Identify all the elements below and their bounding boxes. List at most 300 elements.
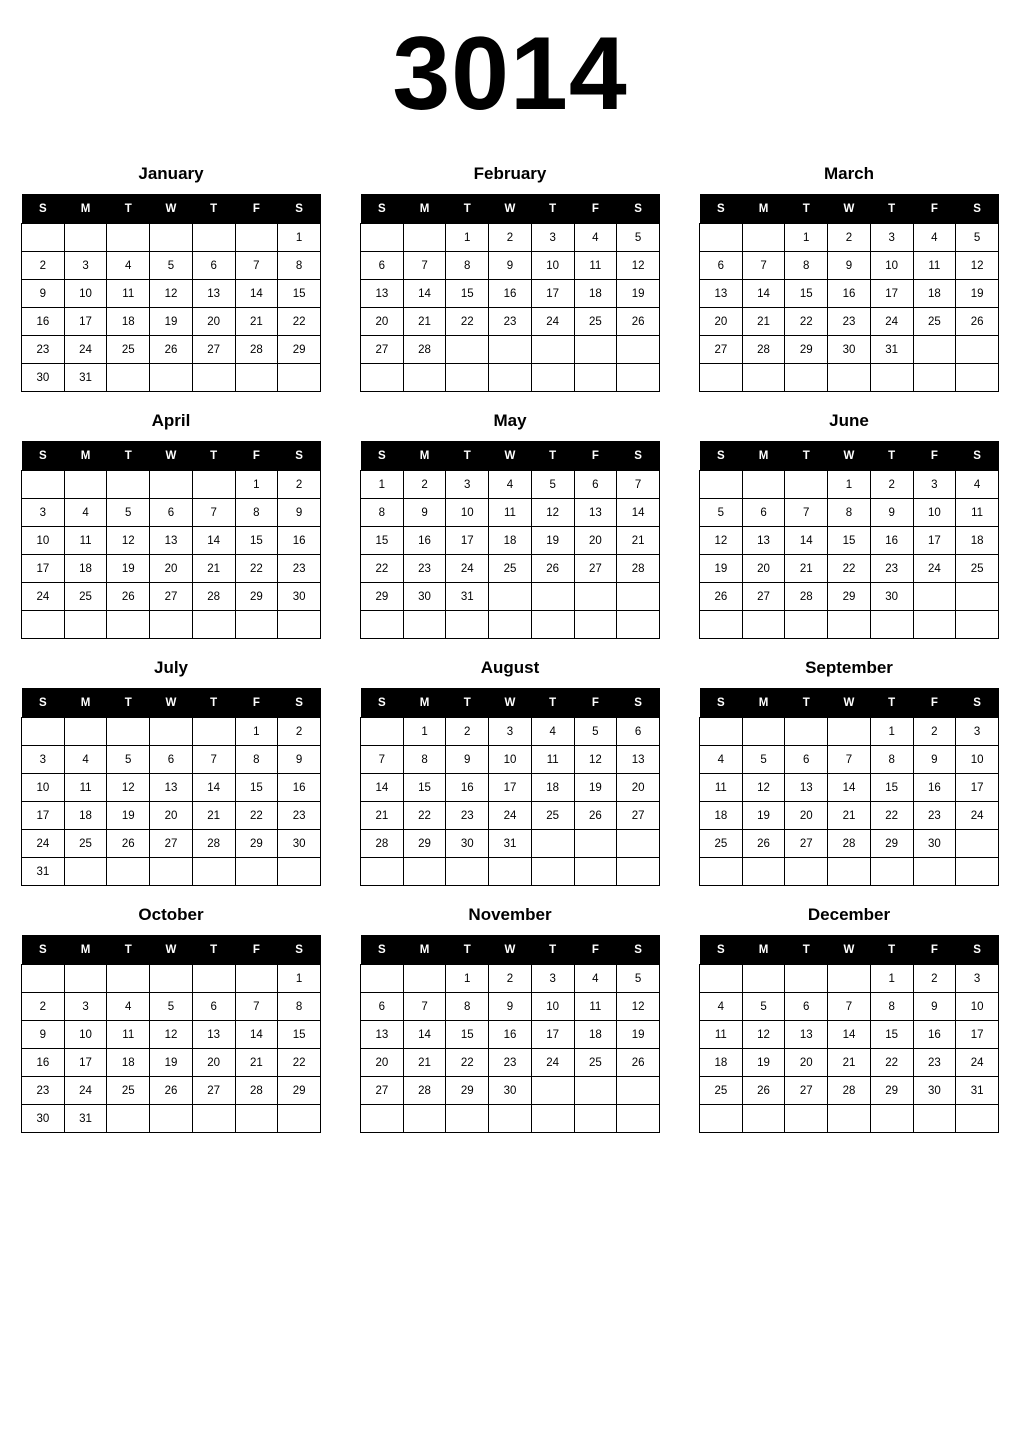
day-cell: 9	[489, 993, 532, 1021]
month-name: May	[493, 411, 527, 430]
day-cell: 24	[22, 583, 65, 611]
day-cell: 4	[489, 471, 532, 499]
week-row	[361, 471, 660, 499]
day-cell-empty	[956, 336, 999, 364]
weekday-header-cell: W	[489, 935, 532, 965]
weekday-header-cell: S	[617, 688, 660, 718]
week-row	[361, 858, 660, 886]
day-cell-empty	[617, 364, 660, 392]
day-cell: 8	[235, 746, 278, 774]
weekday-header-cell: M	[742, 441, 785, 471]
day-cell-empty	[22, 965, 65, 993]
day-cell: 8	[870, 746, 913, 774]
weekday-header-cell: W	[828, 194, 871, 224]
day-cell: 20	[150, 802, 193, 830]
day-cell: 19	[742, 802, 785, 830]
week-row	[361, 252, 660, 280]
weekday-header-cell: W	[150, 688, 193, 718]
weekday-header-cell: T	[870, 194, 913, 224]
day-cell-empty	[64, 858, 107, 886]
day-cell: 24	[531, 1049, 574, 1077]
day-cell: 9	[403, 499, 446, 527]
day-cell: 25	[574, 308, 617, 336]
day-cell: 5	[617, 965, 660, 993]
day-cell-empty	[617, 611, 660, 639]
weekday-header-cell: F	[913, 194, 956, 224]
day-cell: 21	[235, 308, 278, 336]
weekday-header-row	[22, 441, 321, 471]
day-cell: 22	[870, 802, 913, 830]
month-name: October	[138, 905, 204, 924]
month-table	[360, 441, 660, 639]
week-row	[22, 555, 321, 583]
weekday-header-cell: S	[361, 688, 404, 718]
day-cell: 31	[870, 336, 913, 364]
day-cell: 18	[531, 774, 574, 802]
day-cell: 18	[107, 308, 150, 336]
day-cell: 25	[700, 830, 743, 858]
weekday-header-cell: W	[150, 441, 193, 471]
day-cell: 28	[828, 1077, 871, 1105]
day-cell: 11	[489, 499, 532, 527]
weekday-header-cell: W	[828, 441, 871, 471]
week-row	[361, 611, 660, 639]
day-cell-empty	[956, 583, 999, 611]
week-row	[22, 611, 321, 639]
weekday-header-cell: S	[22, 935, 65, 965]
week-row	[361, 1105, 660, 1133]
day-cell-empty	[22, 718, 65, 746]
day-cell: 23	[22, 336, 65, 364]
day-cell: 31	[446, 583, 489, 611]
day-cell-empty	[617, 336, 660, 364]
weekday-header-row	[22, 935, 321, 965]
day-cell: 5	[150, 252, 193, 280]
day-cell: 7	[617, 471, 660, 499]
day-cell: 21	[403, 1049, 446, 1077]
day-cell: 24	[64, 1077, 107, 1105]
day-cell: 27	[150, 830, 193, 858]
day-cell: 26	[150, 336, 193, 364]
day-cell: 20	[785, 802, 828, 830]
day-cell: 27	[150, 583, 193, 611]
day-cell-empty	[403, 224, 446, 252]
week-row	[22, 1077, 321, 1105]
day-cell: 4	[956, 471, 999, 499]
day-cell: 20	[192, 308, 235, 336]
day-cell-empty	[361, 611, 404, 639]
day-cell: 19	[617, 1021, 660, 1049]
day-cell: 6	[361, 993, 404, 1021]
day-cell: 14	[235, 1021, 278, 1049]
day-cell: 20	[700, 308, 743, 336]
day-cell: 24	[489, 802, 532, 830]
day-cell: 18	[107, 1049, 150, 1077]
day-cell-empty	[742, 965, 785, 993]
week-row	[22, 830, 321, 858]
day-cell-empty	[913, 1105, 956, 1133]
day-cell: 7	[235, 993, 278, 1021]
day-cell-empty	[574, 830, 617, 858]
day-cell: 1	[403, 718, 446, 746]
day-cell: 26	[956, 308, 999, 336]
day-cell-empty	[742, 471, 785, 499]
day-cell-empty	[150, 1105, 193, 1133]
month-name: January	[138, 164, 204, 183]
day-cell: 14	[617, 499, 660, 527]
day-cell: 29	[403, 830, 446, 858]
week-row	[700, 830, 999, 858]
day-cell: 10	[870, 252, 913, 280]
weekday-header-cell: W	[150, 194, 193, 224]
day-cell: 26	[531, 555, 574, 583]
day-cell: 22	[828, 555, 871, 583]
day-cell: 6	[192, 252, 235, 280]
day-cell: 15	[278, 280, 321, 308]
month-block	[21, 650, 321, 897]
day-cell-empty	[617, 583, 660, 611]
day-cell: 16	[870, 527, 913, 555]
day-cell: 9	[913, 993, 956, 1021]
month-block	[21, 403, 321, 650]
weekday-header-cell: F	[235, 441, 278, 471]
weekday-header-cell: T	[446, 935, 489, 965]
weekday-header-cell: M	[64, 194, 107, 224]
day-cell: 12	[956, 252, 999, 280]
day-cell: 20	[742, 555, 785, 583]
day-cell: 7	[192, 746, 235, 774]
weekday-header-cell: M	[742, 194, 785, 224]
day-cell-empty	[913, 336, 956, 364]
day-cell-empty	[785, 611, 828, 639]
week-row	[22, 252, 321, 280]
day-cell: 18	[64, 555, 107, 583]
day-cell: 31	[22, 858, 65, 886]
day-cell: 21	[192, 555, 235, 583]
month-block	[699, 156, 999, 403]
week-row	[700, 336, 999, 364]
day-cell: 6	[150, 499, 193, 527]
day-cell: 3	[489, 718, 532, 746]
day-cell: 12	[574, 746, 617, 774]
day-cell-empty	[574, 858, 617, 886]
page-title: 3014	[392, 16, 628, 132]
day-cell: 29	[828, 583, 871, 611]
day-cell: 1	[828, 471, 871, 499]
day-cell: 27	[785, 830, 828, 858]
day-cell: 20	[361, 308, 404, 336]
day-cell-empty	[700, 611, 743, 639]
day-cell: 23	[403, 555, 446, 583]
day-cell: 30	[278, 583, 321, 611]
day-cell: 28	[403, 1077, 446, 1105]
day-cell-empty	[22, 471, 65, 499]
day-cell: 27	[192, 336, 235, 364]
day-cell: 13	[785, 1021, 828, 1049]
weekday-header-row	[361, 688, 660, 718]
day-cell: 23	[489, 308, 532, 336]
day-cell: 30	[403, 583, 446, 611]
week-row	[700, 471, 999, 499]
week-row	[361, 364, 660, 392]
day-cell-empty	[489, 364, 532, 392]
day-cell: 25	[531, 802, 574, 830]
day-cell: 11	[574, 252, 617, 280]
day-cell: 26	[742, 830, 785, 858]
day-cell: 23	[870, 555, 913, 583]
day-cell: 7	[785, 499, 828, 527]
day-cell-empty	[278, 1105, 321, 1133]
day-cell-empty	[446, 336, 489, 364]
week-row	[700, 1105, 999, 1133]
day-cell-empty	[150, 471, 193, 499]
day-cell: 29	[361, 583, 404, 611]
day-cell: 29	[785, 336, 828, 364]
day-cell-empty	[64, 965, 107, 993]
weekday-header-row	[22, 194, 321, 224]
day-cell: 9	[913, 746, 956, 774]
week-row	[22, 1105, 321, 1133]
day-cell: 14	[403, 1021, 446, 1049]
day-cell: 8	[446, 993, 489, 1021]
day-cell: 3	[531, 965, 574, 993]
weekday-header-cell: W	[150, 935, 193, 965]
calendar-grid	[0, 156, 1020, 1144]
day-cell: 30	[489, 1077, 532, 1105]
day-cell: 19	[700, 555, 743, 583]
weekday-header-cell: F	[235, 688, 278, 718]
day-cell: 11	[700, 1021, 743, 1049]
day-cell: 28	[235, 336, 278, 364]
month-block	[699, 650, 999, 897]
day-cell-empty	[617, 858, 660, 886]
weekday-header-row	[361, 441, 660, 471]
weekday-header-cell: T	[446, 441, 489, 471]
day-cell: 2	[828, 224, 871, 252]
day-cell: 12	[617, 993, 660, 1021]
month-table	[21, 688, 321, 886]
day-cell: 21	[617, 527, 660, 555]
day-cell-empty	[446, 858, 489, 886]
weekday-header-cell: S	[278, 194, 321, 224]
week-row	[22, 774, 321, 802]
day-cell-empty	[192, 1105, 235, 1133]
day-cell-empty	[361, 718, 404, 746]
weekday-header-cell: S	[278, 935, 321, 965]
day-cell: 2	[913, 965, 956, 993]
day-cell: 12	[700, 527, 743, 555]
week-row	[700, 1021, 999, 1049]
weekday-header-cell: M	[64, 441, 107, 471]
month-block	[360, 156, 660, 403]
day-cell-empty	[870, 611, 913, 639]
week-row	[361, 336, 660, 364]
day-cell: 23	[278, 802, 321, 830]
day-cell: 5	[700, 499, 743, 527]
day-cell: 1	[446, 224, 489, 252]
day-cell: 24	[956, 802, 999, 830]
day-cell-empty	[107, 611, 150, 639]
day-cell-empty	[617, 1077, 660, 1105]
day-cell: 13	[192, 280, 235, 308]
month-block	[360, 403, 660, 650]
day-cell: 1	[235, 718, 278, 746]
day-cell: 10	[22, 527, 65, 555]
day-cell: 1	[235, 471, 278, 499]
day-cell-empty	[489, 858, 532, 886]
day-cell: 5	[956, 224, 999, 252]
day-cell: 13	[361, 1021, 404, 1049]
week-row	[22, 364, 321, 392]
month-block	[360, 897, 660, 1144]
weekday-header-cell: T	[531, 935, 574, 965]
day-cell: 8	[446, 252, 489, 280]
day-cell: 30	[913, 830, 956, 858]
day-cell: 1	[361, 471, 404, 499]
day-cell: 4	[574, 224, 617, 252]
weekday-header-cell: S	[361, 935, 404, 965]
day-cell: 18	[489, 527, 532, 555]
day-cell: 21	[785, 555, 828, 583]
week-row	[700, 499, 999, 527]
day-cell: 10	[531, 993, 574, 1021]
month-name: July	[153, 658, 189, 677]
day-cell: 3	[446, 471, 489, 499]
week-row	[700, 252, 999, 280]
day-cell: 12	[531, 499, 574, 527]
week-row	[361, 774, 660, 802]
month-block	[360, 650, 660, 897]
day-cell: 16	[278, 774, 321, 802]
day-cell: 4	[64, 499, 107, 527]
weekday-header-cell: T	[192, 688, 235, 718]
weekday-header-cell: T	[870, 441, 913, 471]
day-cell: 15	[446, 1021, 489, 1049]
day-cell-empty	[403, 1105, 446, 1133]
day-cell: 14	[192, 774, 235, 802]
weekday-header-cell: F	[574, 194, 617, 224]
day-cell: 7	[828, 993, 871, 1021]
day-cell-empty	[107, 858, 150, 886]
day-cell: 16	[403, 527, 446, 555]
day-cell: 28	[785, 583, 828, 611]
weekday-header-cell: W	[489, 441, 532, 471]
weekday-header-cell: W	[489, 194, 532, 224]
weekday-header-cell: S	[956, 935, 999, 965]
week-row	[700, 746, 999, 774]
day-cell-empty	[107, 471, 150, 499]
day-cell: 12	[742, 774, 785, 802]
day-cell: 26	[107, 583, 150, 611]
day-cell: 13	[361, 280, 404, 308]
day-cell: 11	[956, 499, 999, 527]
day-cell: 14	[785, 527, 828, 555]
day-cell-empty	[361, 1105, 404, 1133]
week-row	[361, 746, 660, 774]
day-cell: 6	[742, 499, 785, 527]
day-cell: 30	[278, 830, 321, 858]
day-cell-empty	[489, 611, 532, 639]
day-cell: 17	[913, 527, 956, 555]
day-cell: 25	[913, 308, 956, 336]
day-cell-empty	[531, 1105, 574, 1133]
day-cell-empty	[235, 858, 278, 886]
month-block	[699, 897, 999, 1144]
day-cell: 19	[956, 280, 999, 308]
weekday-header-row	[361, 935, 660, 965]
month-name: August	[480, 658, 540, 677]
weekday-header-cell: S	[278, 441, 321, 471]
weekday-header-cell: S	[700, 441, 743, 471]
day-cell: 1	[278, 224, 321, 252]
week-row	[700, 718, 999, 746]
day-cell: 8	[785, 252, 828, 280]
weekday-header-cell: M	[403, 688, 446, 718]
day-cell: 9	[489, 252, 532, 280]
week-row	[22, 718, 321, 746]
day-cell-empty	[361, 858, 404, 886]
weekday-header-cell: F	[913, 935, 956, 965]
day-cell: 23	[22, 1077, 65, 1105]
day-cell: 9	[22, 1021, 65, 1049]
day-cell: 25	[64, 583, 107, 611]
day-cell-empty	[700, 364, 743, 392]
week-row	[22, 471, 321, 499]
day-cell: 25	[107, 336, 150, 364]
day-cell: 8	[870, 993, 913, 1021]
day-cell-empty	[617, 830, 660, 858]
weekday-header-row	[700, 194, 999, 224]
day-cell-empty	[700, 471, 743, 499]
week-row	[700, 364, 999, 392]
day-cell-empty	[107, 718, 150, 746]
day-cell: 8	[278, 252, 321, 280]
day-cell: 27	[361, 336, 404, 364]
day-cell: 14	[361, 774, 404, 802]
day-cell-empty	[785, 718, 828, 746]
week-row	[700, 993, 999, 1021]
day-cell-empty	[913, 611, 956, 639]
day-cell-empty	[870, 858, 913, 886]
day-cell: 24	[446, 555, 489, 583]
week-row	[22, 1021, 321, 1049]
day-cell-empty	[22, 611, 65, 639]
day-cell: 18	[913, 280, 956, 308]
day-cell-empty	[107, 965, 150, 993]
day-cell-empty	[956, 364, 999, 392]
day-cell: 6	[700, 252, 743, 280]
day-cell: 7	[403, 252, 446, 280]
month-name: February	[473, 164, 547, 183]
week-row	[700, 224, 999, 252]
day-cell-empty	[489, 583, 532, 611]
day-cell: 17	[64, 308, 107, 336]
day-cell-empty	[956, 611, 999, 639]
weekday-header-row	[700, 688, 999, 718]
day-cell: 19	[150, 1049, 193, 1077]
day-cell: 7	[403, 993, 446, 1021]
day-cell: 15	[870, 774, 913, 802]
day-cell: 30	[22, 1105, 65, 1133]
day-cell: 9	[22, 280, 65, 308]
day-cell: 3	[64, 252, 107, 280]
weekday-header-cell: T	[531, 688, 574, 718]
day-cell: 11	[913, 252, 956, 280]
day-cell-empty	[785, 471, 828, 499]
week-row	[361, 830, 660, 858]
month-table	[699, 688, 999, 886]
weekday-header-cell: T	[107, 688, 150, 718]
